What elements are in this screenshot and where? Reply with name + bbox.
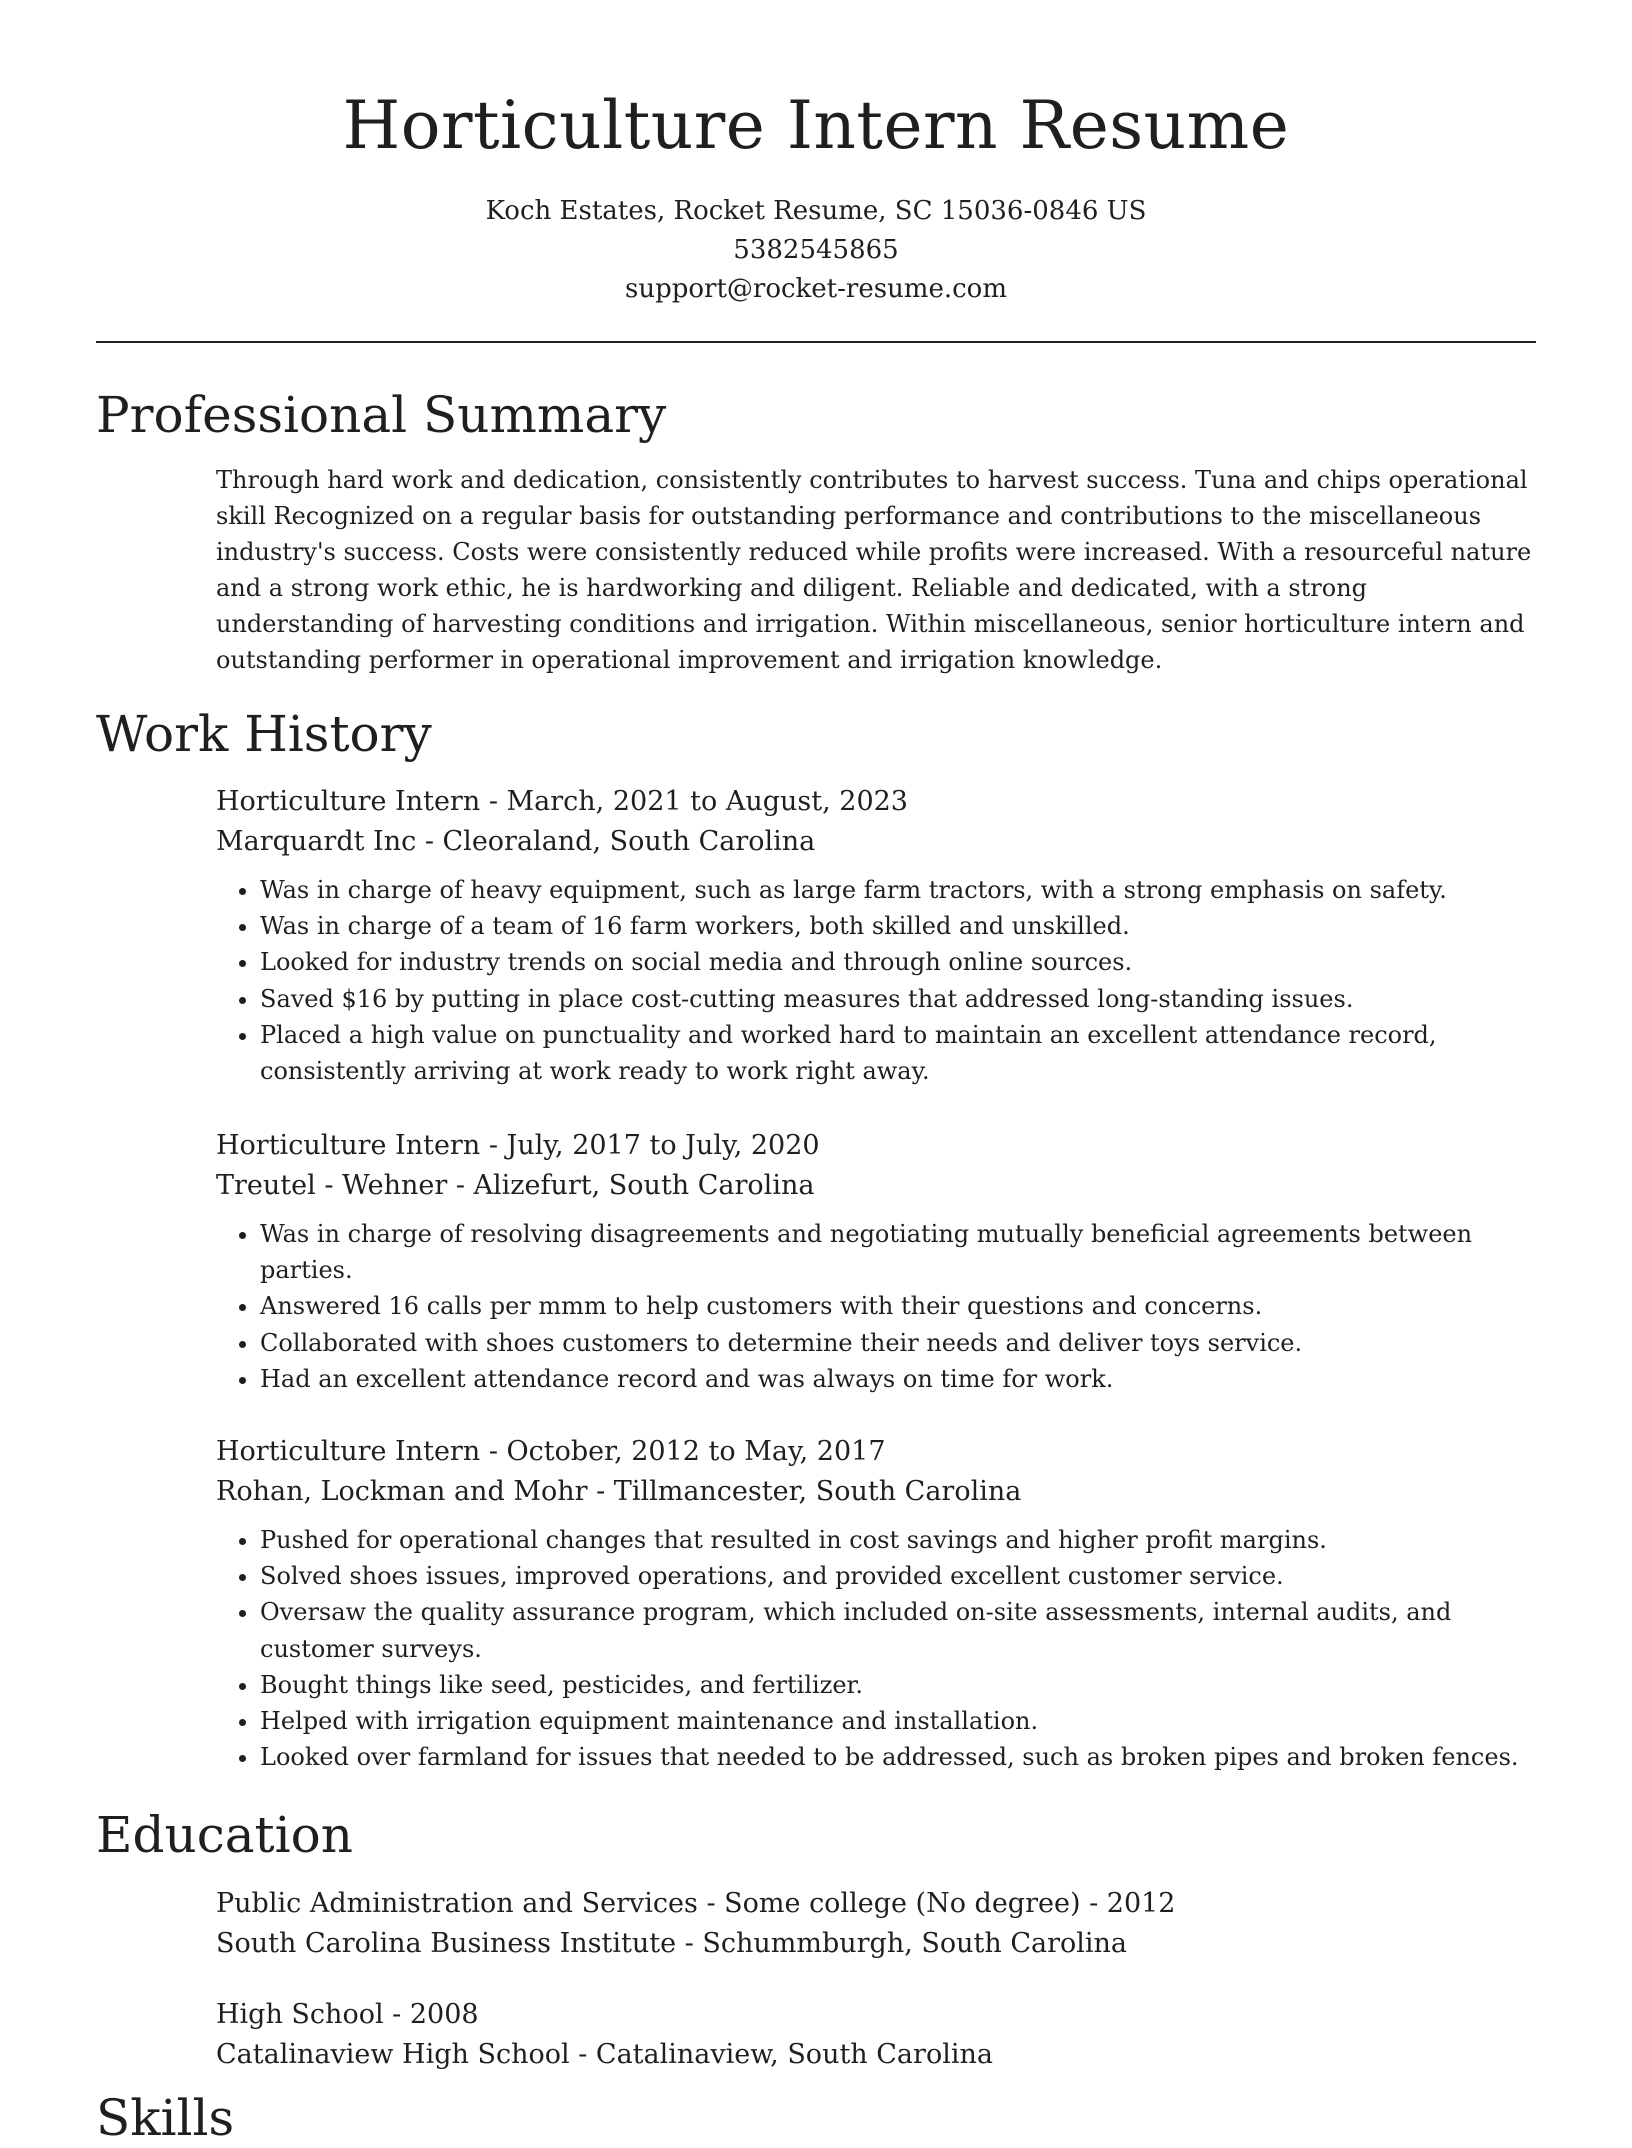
education-year: - 2008 [383, 1999, 479, 2030]
job-duties-list [216, 1216, 1536, 1397]
contact-phone: 5382545865 [733, 235, 899, 265]
list-item: • Looked for industry trends on social media and through online sources. [260, 944, 1536, 980]
job-employer [216, 1472, 1536, 1512]
contact-address: Koch Estates, Rocket Resume, SC 15036-0846 US [485, 196, 1147, 226]
summary-text: Through hard work and dedication, consistently contributes to harvest success. Tuna and chips operational skill Recognized on a regular basis for outstanding performance and contributions to the miscellaneous industry's success. Costs were consistently reduced while profits were increased. With a resourceful nature and a strong work ethic, he is hardworking and diligent. Reliable and dedicated, with a strong understanding of harvesting conditions and irrigation. Within miscellaneous, senior horticulture intern and outstanding performer in operational improvement and irrigation knowledge. [216, 466, 1532, 674]
job-dates: - March, 2021 to August, 2023 [480, 786, 908, 817]
job-role: Horticulture Intern [216, 1436, 481, 1467]
job-employer [216, 1166, 1536, 1206]
education-degree-line [216, 1884, 1536, 1924]
education-degree-line [216, 1995, 1536, 2035]
job-duties-list [216, 872, 1536, 1089]
job-entry [216, 1432, 1536, 1775]
list-item: • Had an excellent attendance record and was always on time for work. [260, 1361, 1536, 1397]
resume-header [96, 86, 1536, 309]
job-company: Marquardt Inc [216, 826, 417, 857]
list-item: • Placed a high value on punctuality and worked hard to maintain an excellent attendance record, consistently arriving at work ready to work right away. [260, 1017, 1536, 1089]
resume-title: Horticulture Intern Resume [342, 87, 1290, 164]
list-item: • Was in charge of a team of 16 farm workers, both skilled and unskilled. [260, 908, 1536, 944]
education-school: Catalinaview High School [216, 2039, 570, 2070]
job-entry [216, 782, 1536, 1089]
section-title-summary: Professional Summary [96, 386, 667, 444]
education-school: South Carolina Business Institute [216, 1928, 677, 1959]
section-title-work-history: Work History [96, 705, 432, 763]
job-employer [216, 822, 1536, 862]
list-item: • Collaborated with shoes customers to determine their needs and deliver toys service. [260, 1325, 1536, 1361]
job-heading [216, 1432, 1536, 1472]
list-item: • Solved shoes issues, improved operations, and provided excellent customer service. [260, 1558, 1536, 1594]
education-year: - 2012 [1080, 1888, 1176, 1919]
job-location: - Alizefurt, South Carolina [447, 1170, 815, 1201]
education-school-line [216, 1924, 1536, 1964]
job-role: Horticulture Intern [216, 786, 481, 817]
education-entry [216, 1995, 1536, 2075]
list-item: • Looked over farmland for issues that needed to be addressed, such as broken pipes and broken fences. [260, 1739, 1536, 1775]
job-company: Treutel - Wehner [216, 1170, 448, 1201]
education-location: - Catalinaview, South Carolina [569, 2039, 993, 2070]
contact-email: support@rocket-resume.com [624, 274, 1007, 304]
list-item: • Helped with irrigation equipment maintenance and installation. [260, 1703, 1536, 1739]
education-location: - Schummburgh, South Carolina [676, 1928, 1128, 1959]
header-divider [96, 341, 1536, 343]
job-location: - Tillmancester, South Carolina [587, 1476, 1022, 1507]
list-item: • Answered 16 calls per mmm to help customers with their questions and concerns. [260, 1288, 1536, 1324]
education-degree: Public Administration and Services - Some college (No degree) [216, 1888, 1081, 1919]
education-school-line [216, 2035, 1536, 2075]
job-dates: - July, 2017 to July, 2020 [480, 1130, 820, 1161]
job-heading [216, 1126, 1536, 1166]
job-heading [216, 782, 1536, 822]
job-duties-list [216, 1522, 1536, 1775]
education-degree: High School [216, 1999, 384, 2030]
summary-block [216, 462, 1536, 678]
job-role: Horticulture Intern [216, 1130, 481, 1161]
list-item: • Pushed for operational changes that resulted in cost savings and higher profit margins. [260, 1522, 1536, 1558]
job-dates: - October, 2012 to May, 2017 [480, 1436, 886, 1467]
list-item: • Oversaw the quality assurance program, which included on-site assessments, internal audits, and customer surveys. [260, 1594, 1536, 1666]
contact-info [96, 192, 1536, 309]
education-entry [216, 1884, 1536, 1964]
section-title-skills: Skills [96, 2089, 235, 2147]
job-location: - Cleoraland, South Carolina [416, 826, 816, 857]
list-item: • Bought things like seed, pesticides, and fertilizer. [260, 1667, 1536, 1703]
list-item: • Was in charge of heavy equipment, such as large farm tractors, with a strong emphasis on safety. [260, 872, 1536, 908]
job-entry [216, 1126, 1536, 1397]
job-company: Rohan, Lockman and Mohr [216, 1476, 588, 1507]
list-item: • Was in charge of resolving disagreements and negotiating mutually beneficial agreements between parties. [260, 1216, 1536, 1288]
section-title-education: Education [96, 1806, 353, 1864]
list-item: • Saved $16 by putting in place cost-cutting measures that addressed long-standing issues. [260, 981, 1536, 1017]
